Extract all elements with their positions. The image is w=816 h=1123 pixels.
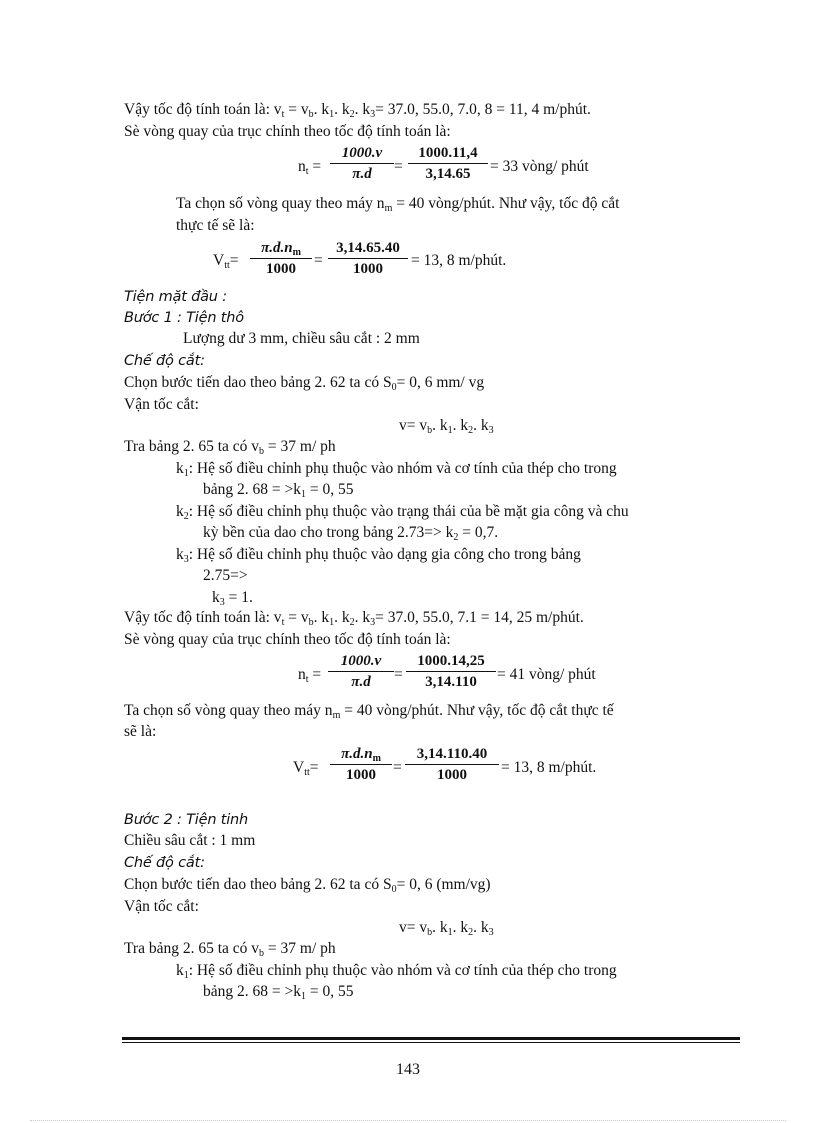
text-line: Ta chọn số vòng quay theo máy $n_m = 40$ vòng/phút. Như vậy, tốc độ cắt: [176, 195, 620, 214]
text-line: bảng 2. $68 = >k_1 = 0$, 55: [203, 481, 354, 500]
text-line: Vậy tốc độ tính toán là: $v_t = v_b$. $k_1$. $k_2$. $k_3= 37.0$, 55.0, 7.0, 8 = 11, 4 m/phút.: [124, 101, 591, 120]
equation-rhs: = 41 vòng/ phút: [497, 666, 596, 683]
text-line: Vận tốc cắt:: [124, 396, 199, 413]
section-heading: Chế độ cắt:: [124, 353, 205, 369]
equals-sign: =: [394, 158, 403, 175]
equation-rhs: = 33 vòng/ phút: [490, 158, 589, 175]
text-line: Lượng dư 3 mm, chiều sâu cắt : 2 mm: [183, 330, 420, 347]
equation-rhs: = 13, 8 m/phút.: [501, 759, 597, 776]
text-line: $k_3$: Hệ số điều chỉnh phụ thuộc vào dạng gia công cho trong bảng: [176, 546, 581, 565]
equals-sign: =: [393, 759, 402, 776]
text-line: $k_3 = 1$.: [212, 589, 253, 608]
equals-sign: =: [394, 666, 403, 683]
text-line: Chọn bước tiến dao theo bảng 2. 62 ta có $S_0= 0$, 6 (mm/vg): [124, 876, 491, 895]
text-line: Chiều sâu cắt : 1 mm: [124, 832, 256, 849]
text-line: $k_1$: Hệ số điều chỉnh phụ thuộc vào nhóm và cơ tính của thép cho trong: [176, 460, 617, 479]
text-line: 2.75=>: [203, 567, 248, 584]
text-line: Sè vòng quay của trục chính theo tốc độ tính toán là:: [124, 123, 451, 140]
section-heading: Chế độ cắt:: [124, 855, 205, 871]
text-line: kỳ bền của dao cho trong bảng $2.73=> k_2 = 0,7$.: [203, 524, 499, 543]
page-number: 143: [396, 1061, 420, 1078]
text-line: bảng 2. $68 = >k_1 = 0$, 55: [203, 983, 354, 1002]
equation-lhs: $n_t$ =: [298, 666, 322, 685]
footer-rule: [122, 1037, 740, 1040]
equation-lhs: $V_{tt}=$: [293, 759, 319, 778]
text-line: Vậy tốc độ tính toán là: $v_t = v_b$. $k_1$. $k_2$. $k_3= 37.0$, 55.0, 7.1 = 14, 25 m/phút.: [124, 609, 584, 628]
equals-sign: =: [314, 252, 323, 269]
text-line: $k_1$: Hệ số điều chỉnh phụ thuộc vào nhóm và cơ tính của thép cho trong: [176, 962, 617, 981]
text-line: $k_2$: Hệ số điều chỉnh phụ thuộc vào trạng thái của bề mặt gia công và chu: [176, 503, 629, 522]
fraction: $\frac{\pi.d.n_m}{1000}$: [250, 240, 312, 278]
text-line: Vận tốc cắt:: [124, 898, 199, 915]
section-heading: Bước 2 : Tiện tinh: [124, 812, 249, 828]
footer-rule-thin: [122, 1042, 740, 1043]
text-line: Ta chọn số vòng quay theo máy $n_m = 40$ vòng/phút. Như vậy, tốc độ cắt thực tế: [124, 702, 614, 721]
section-heading: Tiện mặt đầu :: [124, 289, 227, 305]
text-line: Tra bảng 2. 65 ta có $v_b = 37$ m/ ph: [124, 940, 336, 959]
text-line: Sè vòng quay của trục chính theo tốc độ tính toán là:: [124, 631, 451, 648]
fraction: $\frac{\pi.d.n_m}{1000}$: [330, 746, 392, 784]
fraction: $\frac{1000.11,4}{3,14.65}$: [408, 145, 488, 183]
text-line: Chọn bước tiến dao theo bảng 2. 62 ta có $S_0= 0$, 6 mm/ vg: [124, 374, 485, 393]
equation-lhs: $V_{tt}=$: [213, 252, 239, 271]
fraction: $\frac{1000.14,25}{3,14.110}$: [406, 653, 496, 691]
fraction: $\frac{3,14.65.40}{1000}$: [328, 240, 408, 278]
equation-lhs: $n_t$ =: [298, 158, 322, 177]
text-line: thực tế sẽ là:: [176, 217, 255, 234]
fraction: $\frac{1000.v}{\pi.d}$: [330, 145, 394, 183]
fraction: $\frac{3,14.110.40}{1000}$: [405, 746, 499, 784]
text-line: sẽ là:: [124, 723, 157, 740]
text-line: Tra bảng 2. 65 ta có $v_b = 37$ m/ ph: [124, 438, 336, 457]
equation: $v= v_b$. $k_1$. $k_2$. $k_3$: [399, 919, 494, 938]
fraction: $\frac{1000.v}{\pi.d}$: [328, 653, 394, 691]
page-bottom-border: [30, 1120, 786, 1121]
equation: $v= v_b$. $k_1$. $k_2$. $k_3$: [399, 417, 494, 436]
section-heading: Bước 1 : Tiện thô: [124, 310, 244, 326]
equation-rhs: = 13, 8 m/phút.: [411, 252, 507, 269]
